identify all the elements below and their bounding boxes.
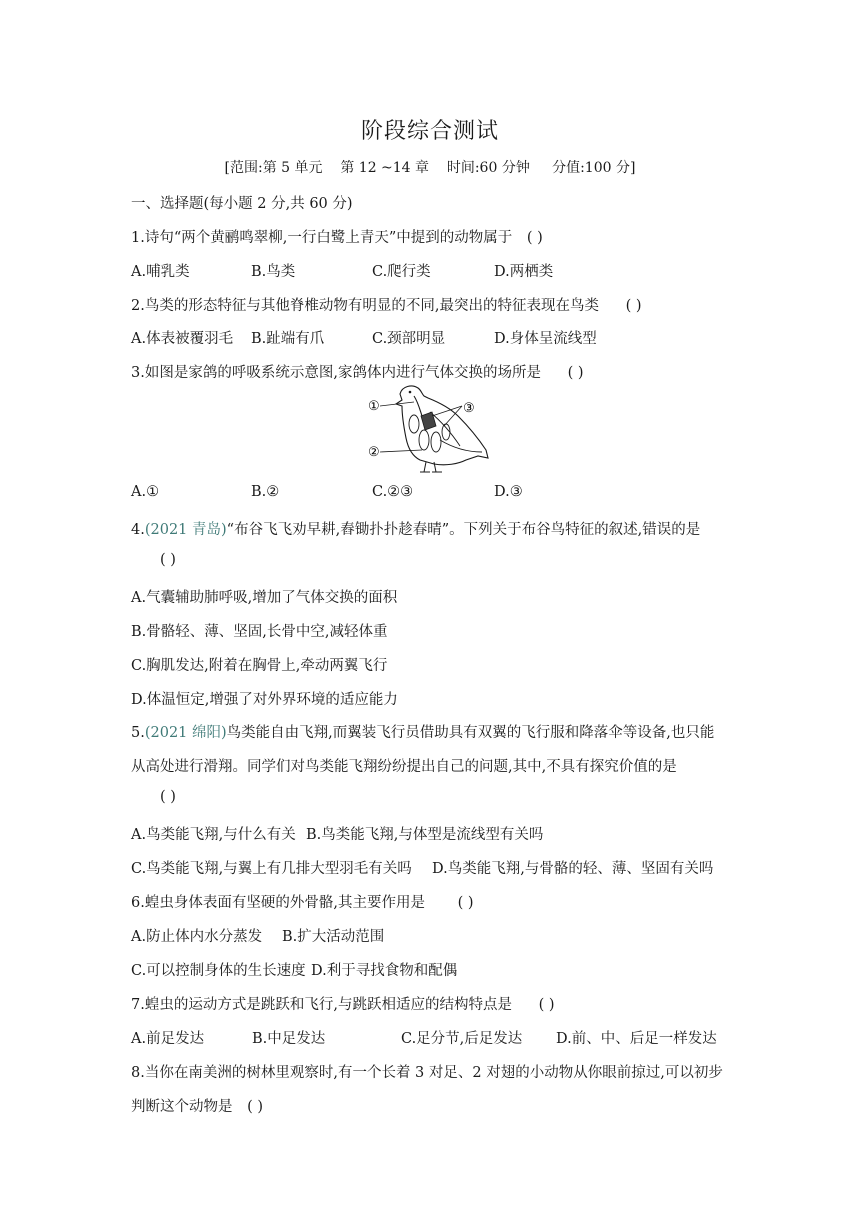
question-6-text: 6.蝗虫身体表面有坚硬的外骨骼,其主要作用是 [131,895,425,911]
question-8-text-line1: 8.当你在南美洲的树林里观察时,有一个长着 3 对足、2 对翅的小动物从你眼前掠过,可以初步 [131,1065,723,1081]
q1-option-a: A.哺乳类 [131,264,190,280]
q6-option-d: D.利于寻找食物和配偶 [311,963,458,979]
section-heading: 一、选择题(每小题 2 分,共 60 分) [131,196,353,212]
question-5-source: (2021 绵阳) [144,725,227,741]
exam-scope-info: [范围:第 5 单元 第 12 ~14 章 时间:60 分钟 分值:100 分] [224,160,636,176]
question-5 [131,721,714,742]
diagram-label-1: ① [368,399,380,414]
q4-option-c: C.胸肌发达,附着在胸骨上,牵动两翼飞行 [131,658,388,674]
q4-option-a: A.气囊辅助肺呼吸,增加了气体交换的面积 [131,590,398,606]
question-5-text-line1: 鸟类能自由飞翔,而翼装飞行员借助具有双翼的飞行服和降落伞等设备,也只能 [226,725,715,741]
question-7-text: 7.蝗虫的运动方式是跳跃和飞行,与跳跃相适应的结构特点是 [131,997,512,1013]
answer-blank: ( ) [160,789,176,805]
q3-option-a: A.① [131,484,160,500]
answer-blank: ( ) [625,298,642,314]
q3-option-b: B.② [251,484,280,500]
answer-blank: ( ) [247,1099,264,1115]
q2-option-d: D.身体呈流线型 [494,331,597,347]
question-1 [131,226,543,247]
q6-option-c: C.可以控制身体的生长速度 [131,963,306,979]
question-4-text: “布谷飞飞劝早耕,舂锄扑扑趁春晴”。下列关于布谷鸟特征的叙述,错误的是 [226,522,701,538]
q7-option-b: B.中足发达 [252,1031,326,1047]
question-2 [131,294,642,315]
question-3-text: 3.如图是家鸽的呼吸系统示意图,家鸽体内进行气体交换的场所是 [131,365,541,381]
q1-option-d: D.两栖类 [494,264,554,280]
q6-option-b: B.扩大活动范围 [282,929,385,945]
q5-option-d: D.鸟类能飞翔,与骨骼的轻、薄、坚固有关吗 [432,861,714,877]
q3-option-d: D.③ [494,484,523,500]
question-4-number: 4. [131,522,145,538]
answer-blank: ( ) [567,365,584,381]
question-1-text: 1.诗句“两个黄鹂鸣翠柳,一行白鹭上青天”中提到的动物属于 [131,230,513,246]
question-3 [131,361,584,382]
q3-option-c: C.②③ [372,484,414,500]
q1-option-b: B.鸟类 [251,264,296,280]
answer-blank: ( ) [538,997,555,1013]
q7-option-d: D.前、中、后足一样发达 [556,1031,717,1047]
q7-option-c: C.足分节,后足发达 [401,1031,523,1047]
q4-option-b: B.骨骼轻、薄、坚固,长骨中空,减轻体重 [131,624,388,640]
question-2-text: 2.鸟类的形态特征与其他脊椎动物有明显的不同,最突出的特征表现在鸟类 [131,298,599,314]
question-7 [131,993,555,1014]
page-title: 阶段综合测试 [360,119,499,144]
q5-option-b: B.鸟类能飞翔,与体型是流线型有关吗 [306,827,544,843]
question-4 [131,518,700,539]
question-8-text-line2: 判断这个动物是 [131,1099,233,1115]
q4-option-d: D.体温恒定,增强了对外界环境的适应能力 [131,692,398,708]
question-8 [131,1095,263,1116]
q2-option-c: C.颈部明显 [372,331,446,347]
answer-blank: ( ) [160,552,176,568]
question-5-text-line2: 从高处进行滑翔。同学们对鸟类能飞翔纷纷提出自己的问题,其中,不具有探究价值的是 [131,759,677,775]
q5-option-a: A.鸟类能飞翔,与什么有关 [131,827,296,843]
q1-option-c: C.爬行类 [372,264,431,280]
q2-option-b: B.趾端有爪 [251,331,325,347]
answer-blank: ( ) [457,895,474,911]
q5-option-c: C.鸟类能飞翔,与翼上有几排大型羽毛有关吗 [131,861,412,877]
q7-option-a: A.前足发达 [131,1031,205,1047]
diagram-label-2: ② [368,445,380,460]
question-6 [131,891,474,912]
q2-option-a: A.体表被覆羽毛 [131,331,234,347]
question-4-source: (2021 青岛) [144,522,227,538]
q6-option-a: A.防止体内水分蒸发 [131,929,263,945]
answer-blank: ( ) [526,230,543,246]
pigeon-respiratory-diagram [368,382,492,476]
diagram-label-3: ③ [463,401,475,416]
question-5-number: 5. [131,725,145,741]
